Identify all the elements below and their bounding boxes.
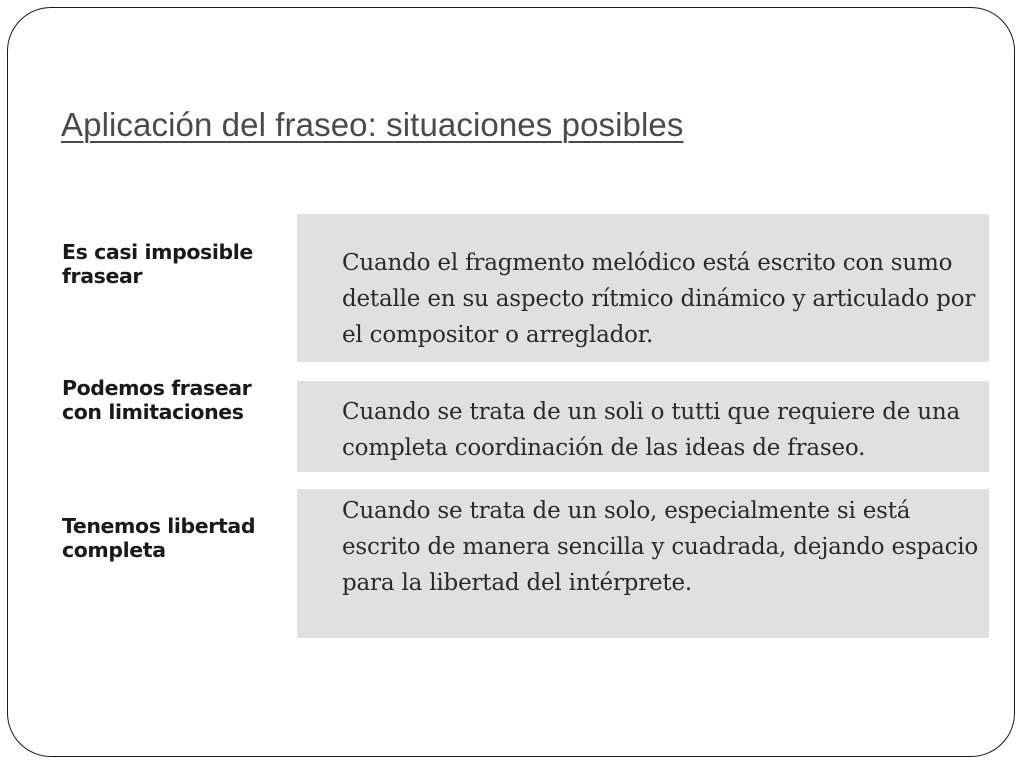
row-description-limited: Cuando se trata de un soli o tutti que requiere de una completa coordinación de las ideas de fraseo.: [342, 399, 961, 461]
row-description-free: Cuando se trata de un solo, especialmente si está escrito de manera sencilla y cuadrada, dejando espacio para la libertad del intérprete.: [342, 498, 979, 596]
row-box-impossible: [297, 214, 989, 362]
row-label-impossible: Es casi imposible frasear: [62, 240, 253, 288]
row-description-impossible: Cuando el fragmento melódico está escrito con sumo detalle en su aspecto rítmico dinámico y articulado por el compositor o arreglador.: [342, 250, 976, 348]
row-label-free: Tenemos libertad completa: [62, 514, 256, 562]
row-box-free: [297, 489, 989, 638]
slide-title: Aplicación del fraseo: situaciones posibles: [61, 106, 684, 143]
row-label-limited: Podemos frasear con limitaciones: [62, 376, 252, 424]
row-box-limited: [297, 381, 989, 472]
